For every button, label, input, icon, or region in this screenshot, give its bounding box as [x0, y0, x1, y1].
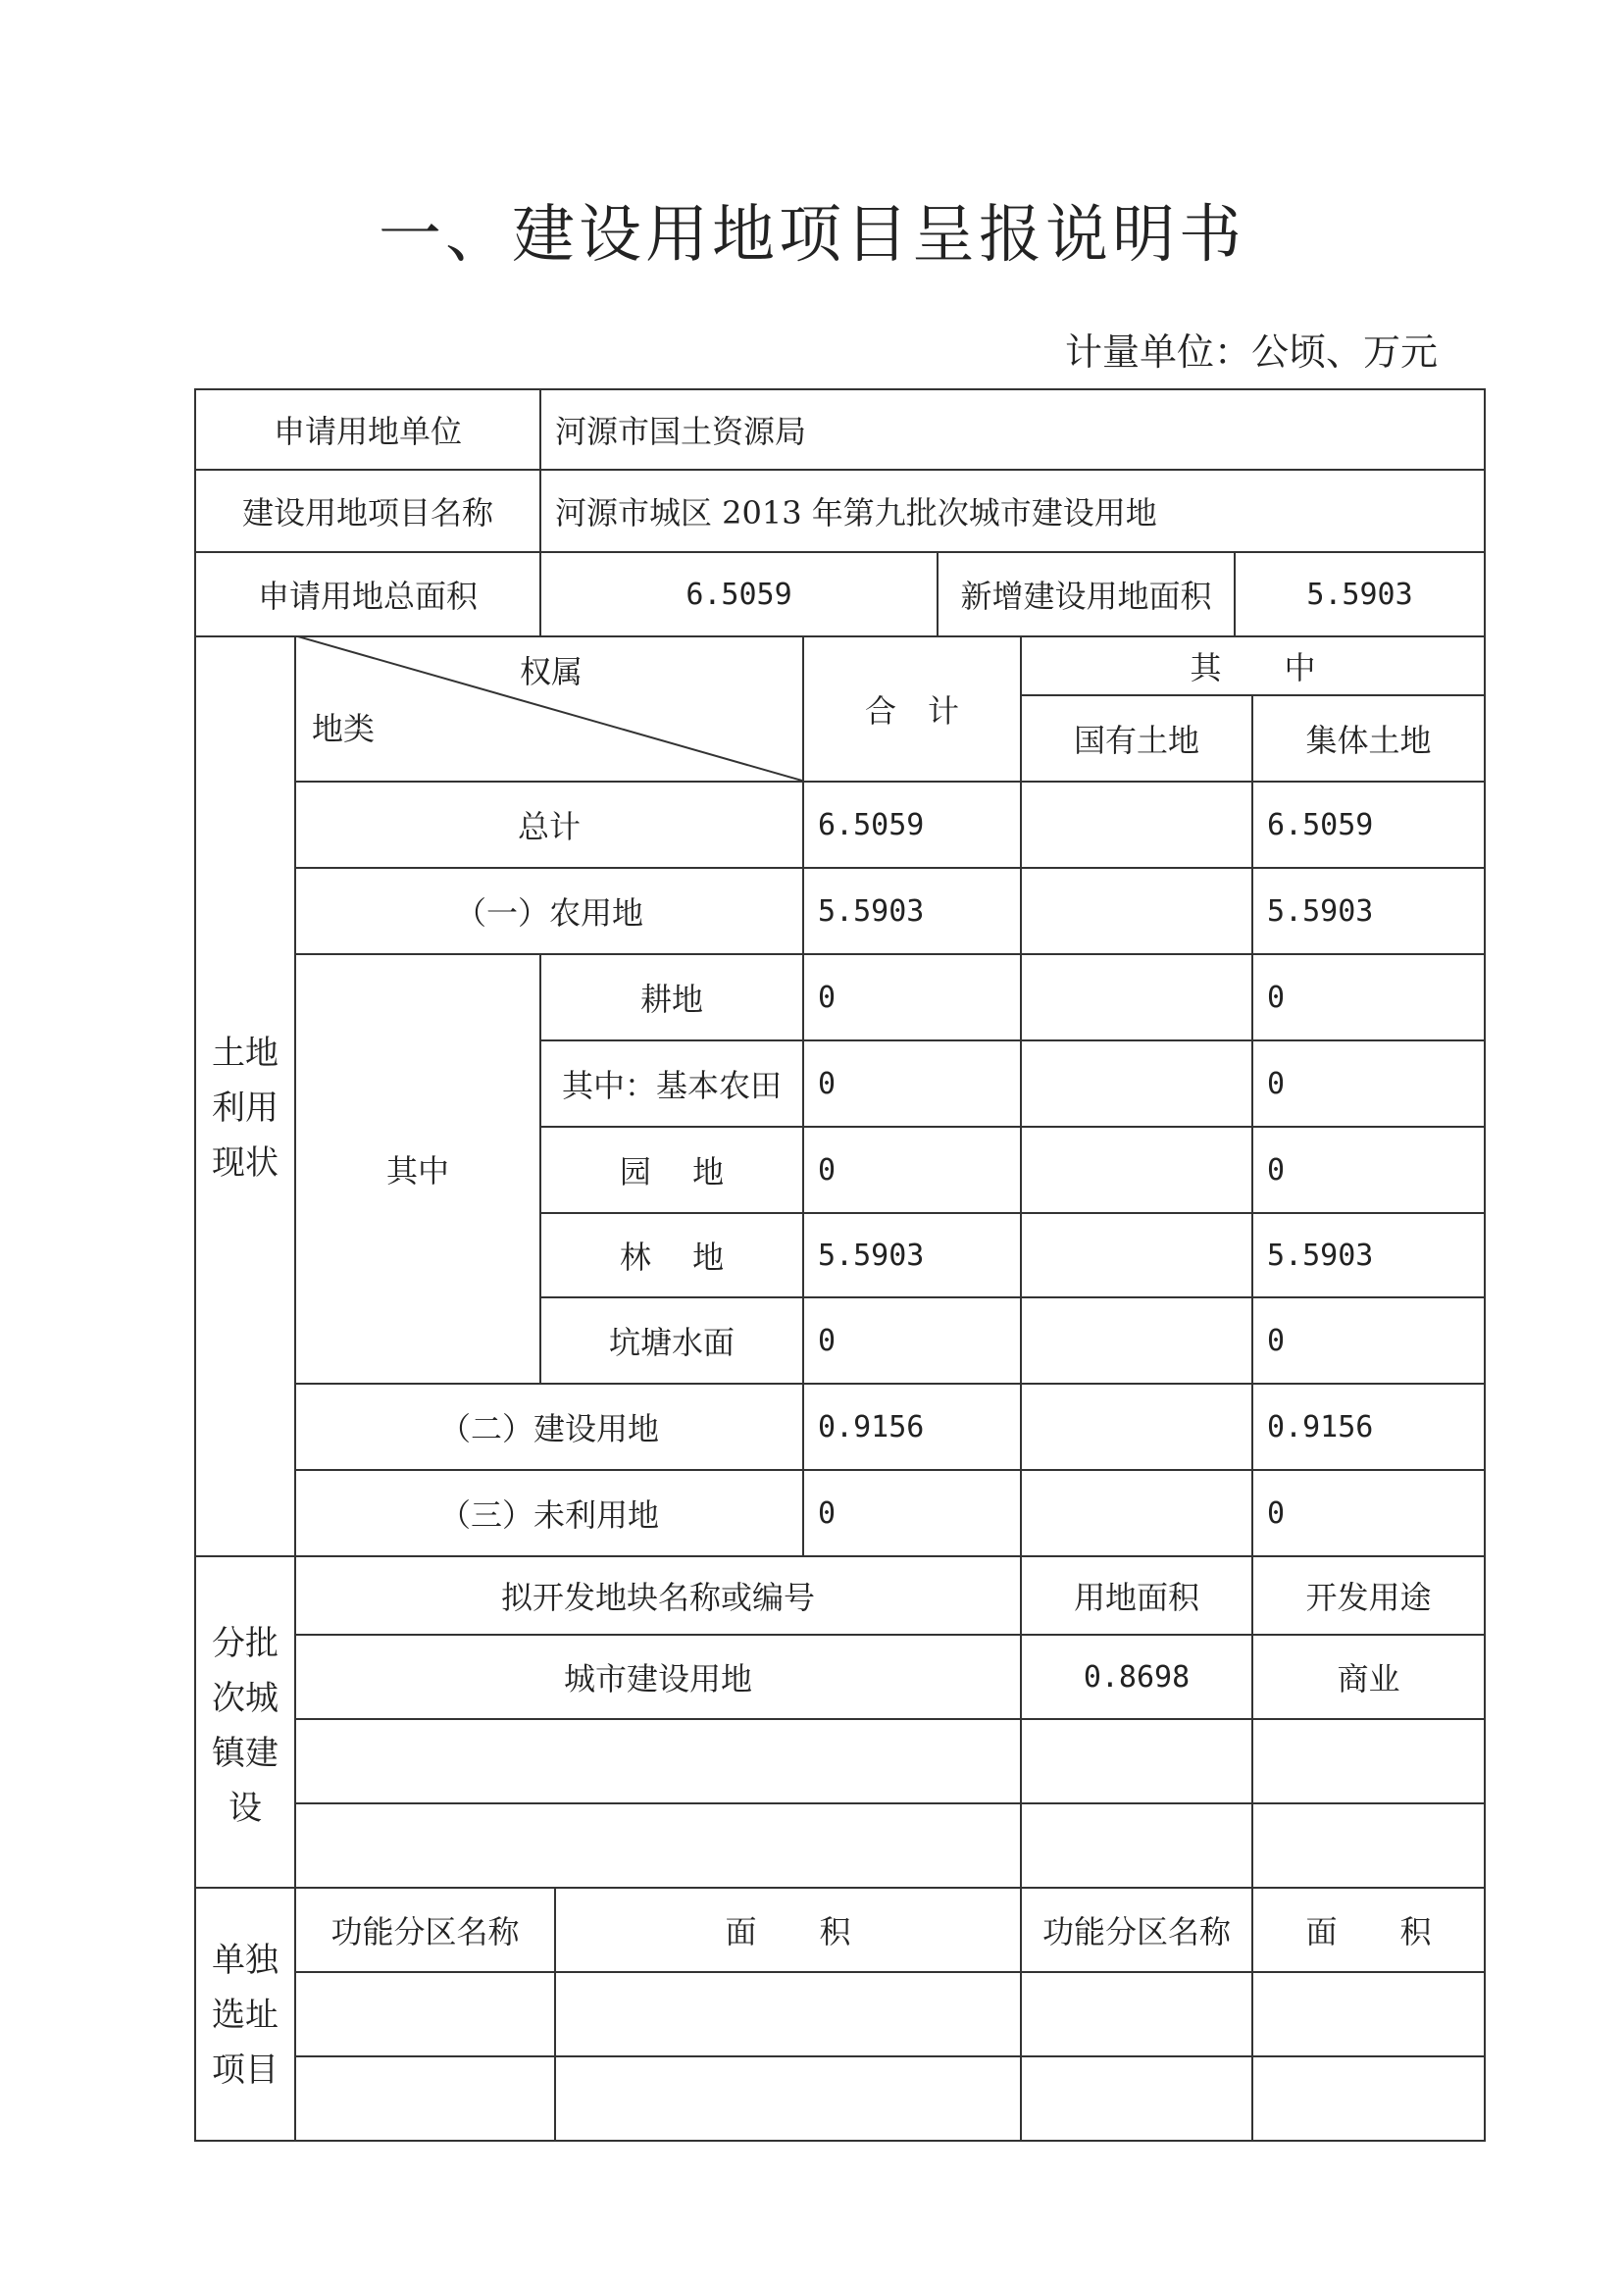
batch-row-use: 商业: [1337, 1660, 1400, 1697]
batch-col-name: 拟开发地块名称或编号: [500, 1579, 815, 1616]
single-label-line: 选址: [212, 1996, 279, 2035]
row-unused-collective: 0: [1267, 1495, 1286, 1531]
land-use-label-line: 土地: [212, 1034, 279, 1073]
ownership-header: 权属: [520, 653, 584, 690]
single-label-line: 单独: [212, 1941, 279, 1980]
unit-note: 计量单位：公顷、万元: [1064, 330, 1438, 374]
batch-col-area: 用地面积: [1073, 1579, 1199, 1616]
batch-label-line: 设: [228, 1789, 262, 1828]
row-cultivated-collective: 0: [1267, 980, 1286, 1015]
applicant-label: 申请用地单位: [273, 413, 462, 450]
total-area-value: 6.5059: [685, 577, 792, 612]
batch-row-area: 0.8698: [1083, 1659, 1191, 1695]
batch-row-name: 城市建设用地: [563, 1660, 752, 1697]
row-total-state: [1022, 783, 1251, 867]
row-pond-sum: 0: [818, 1323, 837, 1358]
row-garden-collective: 0: [1267, 1152, 1286, 1188]
collective-land-header: 集体土地: [1305, 722, 1432, 759]
new-area-label: 新增建设用地面积: [960, 578, 1212, 615]
row-garden-state: [1022, 1128, 1251, 1212]
batch-section-label: [196, 1608, 294, 1844]
land-use-section-label: [196, 981, 294, 1236]
single-col-area-2: 面 积: [1305, 1913, 1432, 1950]
row-cultivated-label: 耕地: [639, 981, 703, 1018]
sum-header: 合 计: [864, 692, 959, 730]
row-forest-sum: 5.5903: [818, 1238, 925, 1273]
row-agri-collective: 5.5903: [1267, 893, 1374, 929]
row-basic-farmland-label: 其中：基本农田: [561, 1067, 782, 1104]
of-which-header: 其 中: [1190, 649, 1316, 686]
row-forest-label: 林 地: [619, 1239, 725, 1276]
applicant-value: 河源市国土资源局: [555, 413, 807, 450]
row-total-collective: 6.5059: [1267, 807, 1374, 842]
state-land-header: 国有土地: [1073, 722, 1199, 759]
row-agri-sum: 5.5903: [818, 893, 925, 929]
land-type-header: 地类: [312, 710, 376, 747]
single-col-zone-name-2: 功能分区名称: [1041, 1913, 1231, 1950]
row-agri-state: [1022, 869, 1251, 953]
row-unused-sum: 0: [818, 1495, 837, 1531]
row-garden-sum: 0: [818, 1152, 837, 1188]
row-forest-collective: 5.5903: [1267, 1238, 1374, 1273]
row-agri-label: （一）农用地: [454, 894, 643, 932]
new-area-value: 5.5903: [1306, 577, 1413, 612]
batch-col-use: 开发用途: [1305, 1579, 1432, 1616]
page-title: 一、建设用地项目呈报说明书: [379, 199, 1245, 272]
of-which-label: 其中: [385, 1152, 449, 1190]
row-total-sum: 6.5059: [818, 807, 925, 842]
total-area-label: 申请用地总面积: [257, 578, 478, 615]
land-use-label-line: 现状: [212, 1143, 279, 1183]
batch-label-line: 镇建: [212, 1734, 279, 1773]
project-name-value: 河源市城区 2013 年第九批次城市建设用地: [555, 494, 1157, 532]
single-label-line: 项目: [212, 2051, 279, 2090]
row-garden-label: 园 地: [619, 1153, 725, 1190]
single-site-section-label: [196, 1922, 294, 2108]
row-basic-farmland-sum: 0: [818, 1066, 837, 1101]
row-construction-label: （二）建设用地: [438, 1410, 659, 1447]
project-name-label: 建设用地项目名称: [241, 494, 493, 532]
single-col-area: 面 积: [725, 1913, 851, 1950]
row-unused-state: [1022, 1471, 1251, 1555]
row-pond-collective: 0: [1267, 1323, 1286, 1358]
row-pond-state: [1022, 1298, 1251, 1383]
row-pond-label: 坑塘水面: [608, 1324, 735, 1361]
row-construction-state: [1022, 1385, 1251, 1469]
row-unused-label: （三）未利用地: [438, 1496, 659, 1534]
batch-label-line: 分批: [212, 1624, 279, 1663]
row-cultivated-sum: 0: [818, 980, 837, 1015]
row-basic-farmland-collective: 0: [1267, 1066, 1286, 1101]
row-forest-state: [1022, 1214, 1251, 1296]
single-col-zone-name: 功能分区名称: [330, 1913, 520, 1950]
row-total-label: 总计: [517, 808, 581, 845]
row-cultivated-state: [1022, 955, 1251, 1039]
row-construction-sum: 0.9156: [818, 1409, 925, 1444]
row-basic-farmland-state: [1022, 1041, 1251, 1126]
land-use-label-line: 利用: [212, 1089, 279, 1128]
row-construction-collective: 0.9156: [1267, 1409, 1374, 1444]
batch-label-line: 次城: [212, 1679, 279, 1718]
